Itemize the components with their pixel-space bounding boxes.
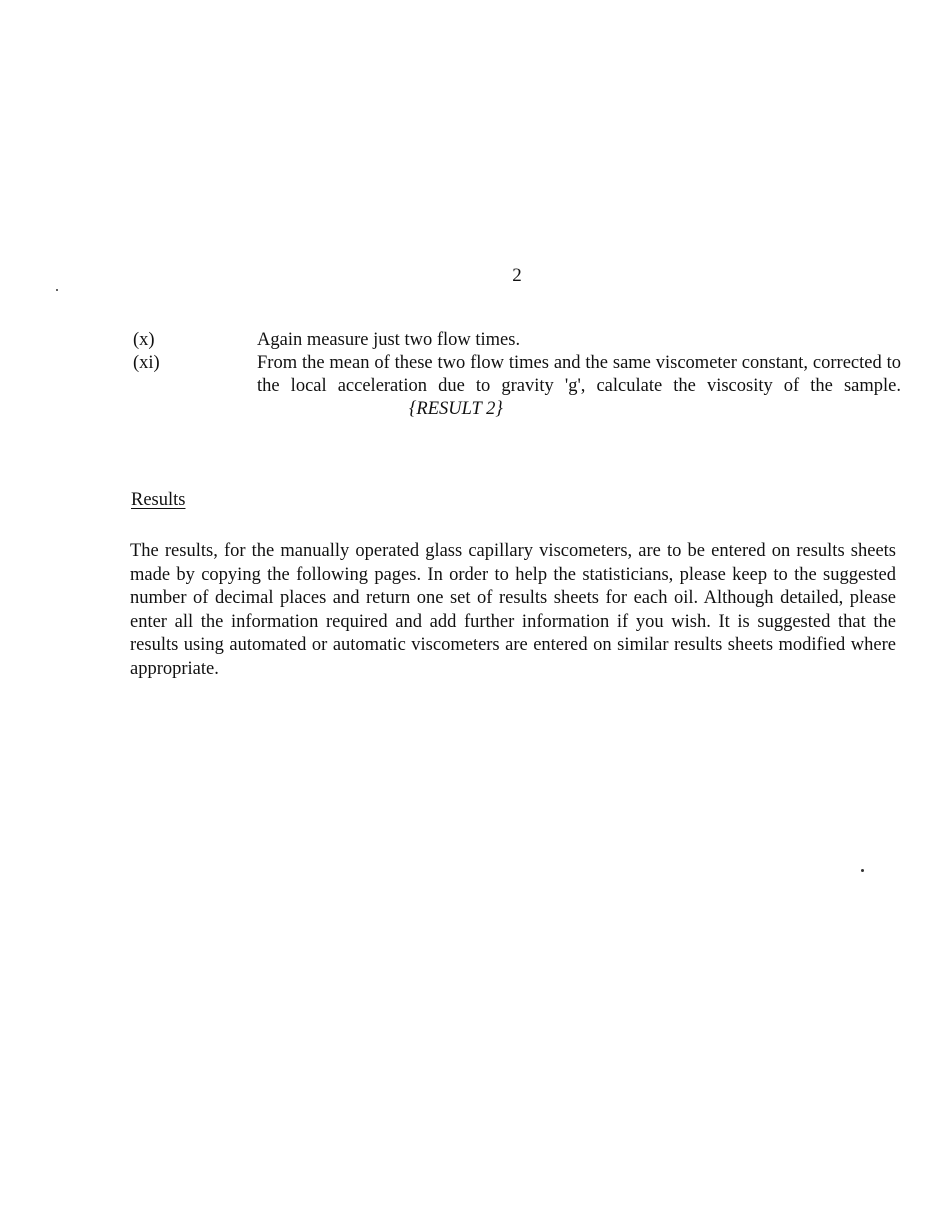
- result-tag: {RESULT 2}: [409, 399, 503, 419]
- step-label: (x): [133, 330, 155, 350]
- step-label: (xi): [133, 353, 160, 373]
- scan-speck: [56, 289, 58, 291]
- scan-speck: [861, 869, 864, 872]
- procedure-steps: [133, 329, 901, 421]
- step-text: Again measure just two flow times.: [257, 330, 521, 350]
- step-x: [133, 329, 901, 352]
- step-text: From the mean of these two flow times and the same viscometer constant, corrected to the local acceleration due to gravity 'g', calculate the viscosity of the sample.: [257, 353, 901, 396]
- results-paragraph: The results, for the manually operated glass capillary viscometers, are to be entered on results sheets made by copying the following pages. In order to help the statisticians, please keep to the suggested number of decimal places and return one set of results sheets for each oil. Although detailed, please enter all the information required and add further information if you wish. It is suggested that the results using automated or automatic viscometers are entered on similar results sheets modified where appropriate.: [130, 541, 896, 679]
- step-text-container: [257, 352, 901, 421]
- page-number: 2: [512, 265, 522, 286]
- results-heading: Results: [131, 490, 186, 510]
- step-xi: [133, 352, 901, 421]
